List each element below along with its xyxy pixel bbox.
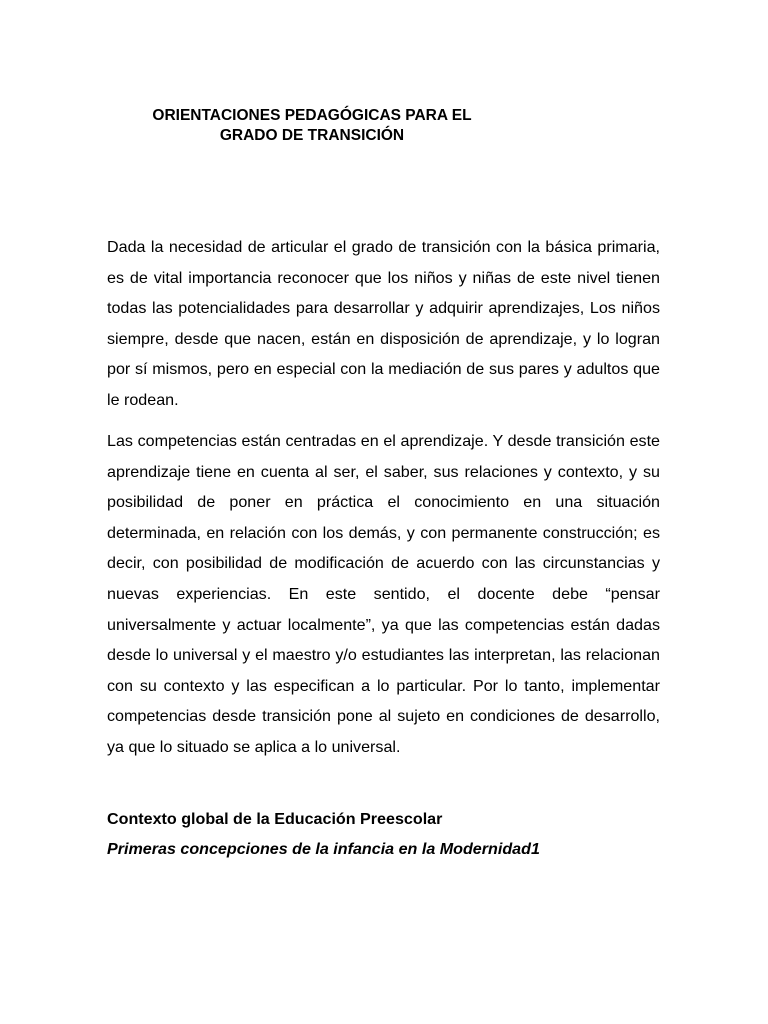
paragraph-2: Las competencias están centradas en el aprendizaje. Y desde transición este aprendizaje tiene en cuenta al ser, el saber, sus relaciones y contexto, y su posibilidad de poner en práctica el conocimiento en una situación determinada, en relación con los demás, y con permanente construcción; es decir, con posibilidad de modificación de acuerdo con las circunstancias y nuevas experiencias. En este sentido, el docente debe “pensar universalmente y actuar localmente”, ya que las competencias están dadas desde lo universal y el maestro y/o estudiantes las interpretan, las relacionan con su contexto y las especifican a lo particular. Por lo tanto, implementar competencias desde transición pone al sujeto en condiciones de desarrollo, ya que lo situado se aplica a lo universal.	[107, 432, 660, 756]
paragraph-1: Dada la necesidad de articular el grado de transición con la básica primaria, es de vital importancia reconocer que los niños y niñas de este nivel tienen todas las potencialidades para desarrollar y adquirir aprendizajes, Los niños siempre, desde que nacen, están en disposición de aprendizaje, y lo logran por sí mismos, pero en especial con la mediación de sus pares y adultos que le rodean.	[107, 238, 660, 409]
subsection-heading: Primeras concepciones de la infancia en la Modernidad1	[107, 840, 540, 858]
document-title	[110, 106, 514, 146]
section-heading: Contexto global de la Educación Preescolar	[107, 810, 443, 828]
title-line-2: GRADO DE TRANSICIÓN	[219, 127, 405, 144]
title-line-1: ORIENTACIONES PEDAGÓGICAS PARA EL	[152, 107, 472, 124]
